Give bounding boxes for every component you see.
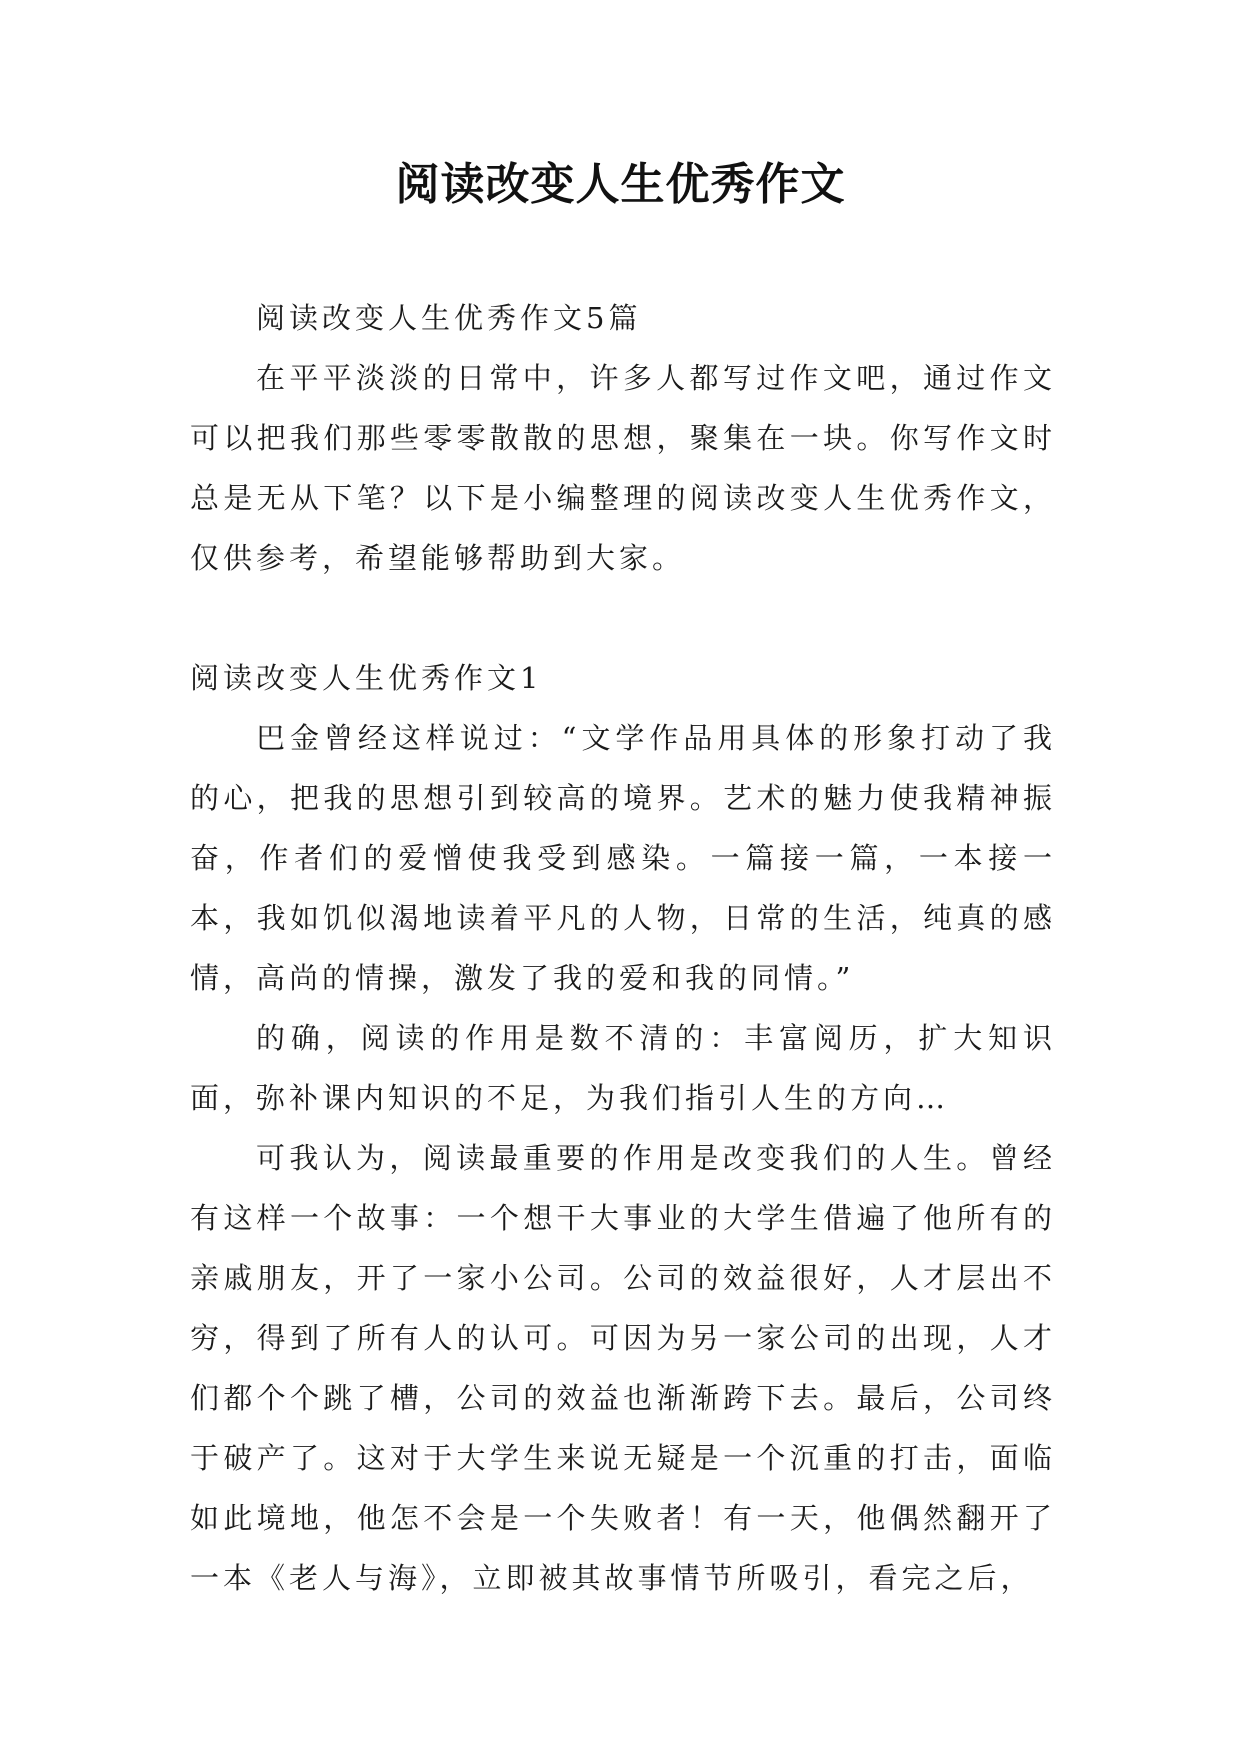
essay-1-paragraph-2: 的确，阅读的作用是数不清的：丰富阅历，扩大知识面，弥补课内知识的不足，为我们指引人生的方向…	[190, 1021, 1056, 1115]
document-title: 阅读改变人生优秀作文	[395, 159, 846, 210]
essay-1-paragraph-1: 巴金曾经这样说过：“文学作品用具体的形象打动了我的心，把我的思想引到较高的境界。艺术的魅力使我精神振奋，作者们的爱憎使我受到感染。一篇接一篇，一本接一本，我如饥似渴地读着平凡的人物，日常的生活，纯真的感情，高尚的情操，激发了我的爱和我的同情。”	[190, 721, 1056, 995]
essay-1-heading: 阅读改变人生优秀作文1	[190, 661, 543, 695]
intro-subtitle: 阅读改变人生优秀作文5篇	[256, 301, 642, 335]
document-body	[190, 288, 1056, 1608]
essay-1-paragraph-3: 可我认为，阅读最重要的作用是改变我们的人生。曾经有这样一个故事：一个想干大事业的大学生借遍了他所有的亲戚朋友，开了一家小公司。公司的效益很好，人才层出不穷，得到了所有人的认可。可因为另一家公司的出现，人才们都个个跳了槽，公司的效益也渐渐跨下去。最后，公司终于破产了。这对于大学生来说无疑是一个沉重的打击，面临如此境地，他怎不会是一个失败者！有一天，他偶然翻开了一本《老人与海》，立即被其故事情节所吸引，看完之后，	[190, 1141, 1056, 1595]
intro-paragraph: 在平平淡淡的日常中，许多人都写过作文吧，通过作文可以把我们那些零零散散的思想，聚集在一块。你写作文时总是无从下笔？以下是小编整理的阅读改变人生优秀作文，仅供参考，希望能够帮助到大家。	[190, 361, 1056, 575]
